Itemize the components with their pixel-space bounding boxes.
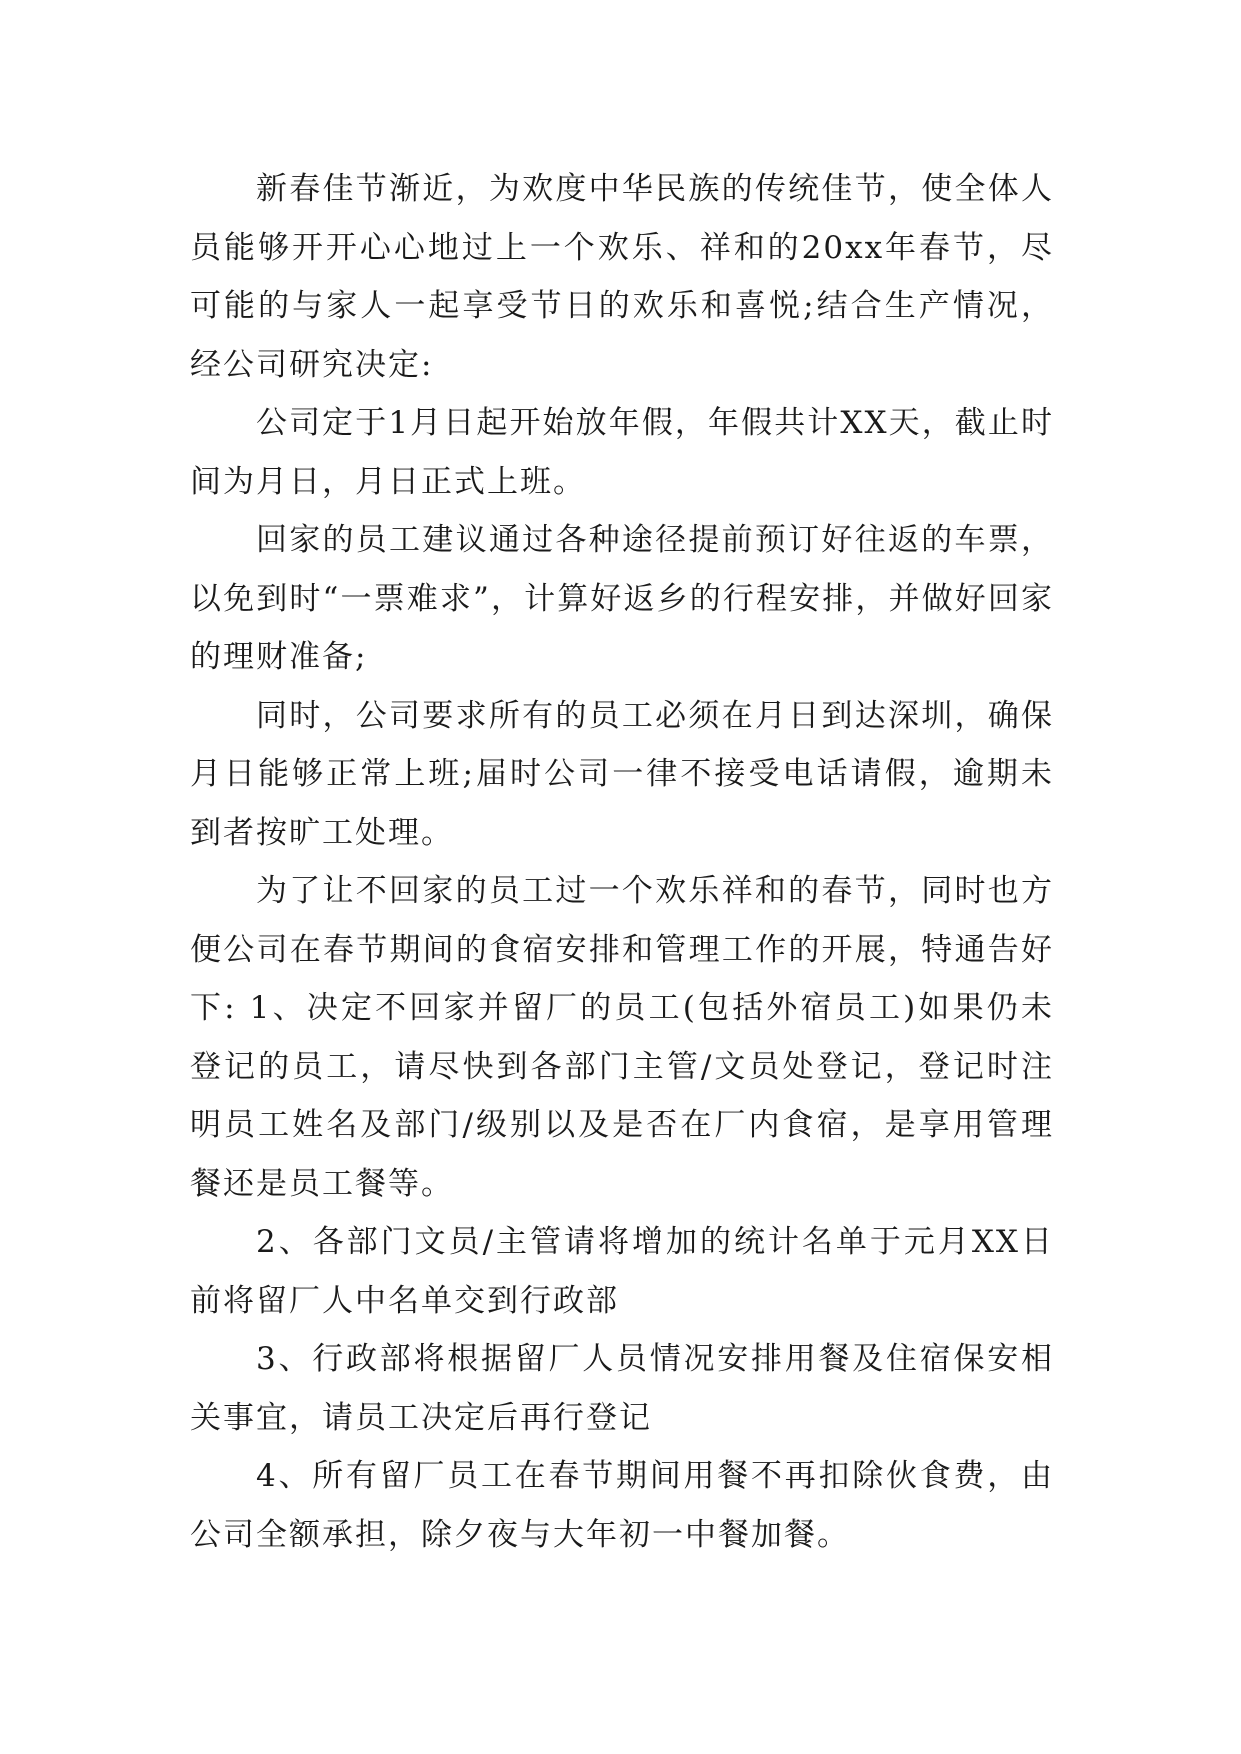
document-body: [190, 160, 1054, 1564]
paragraph-item-2: 2、各部门文员/主管请将增加的统计名单于元月XX日前将留厂人中名单交到行政部: [190, 1224, 1054, 1319]
paragraph-return-requirement: 同时，公司要求所有的员工必须在月日到达深圳，确保月日能够正常上班;届时公司一律不接受电话请假，逾期未到者按旷工处理。: [190, 697, 1054, 851]
paragraph-item-4: 4、所有留厂员工在春节期间用餐不再扣除伙食费，由公司全额承担，除夕夜与大年初一中餐加餐。: [190, 1458, 1054, 1553]
paragraph-travel-tickets: 回家的员工建议通过各种途径提前预订好往返的车票，以免到时“一票难求”，计算好返乡的行程安排，并做好回家的理财准备;: [190, 522, 1054, 675]
paragraph-item-3: 3、行政部将根据留厂人员情况安排用餐及住宿保安相关事宜，请员工决定后再行登记: [190, 1341, 1054, 1436]
paragraph-holiday-intro: 新春佳节渐近，为欢度中华民族的传统佳节，使全体人员能够开开心心地过上一个欢乐、祥和的20xx年春节，尽可能的与家人一起享受节日的欢乐和喜悦;结合生产情况，经公司研究决定:: [190, 171, 1054, 383]
paragraph-holiday-dates: 公司定于1月日起开始放年假，年假共计XX天，截止时间为月日，月日正式上班。: [190, 405, 1054, 500]
paragraph-staying-registration: 为了让不回家的员工过一个欢乐祥和的春节，同时也方便公司在春节期间的食宿安排和管理工作的开展，特通告好下: 1、决定不回家并留厂的员工(包括外宿员工)如果仍未登记的员工，请尽快到各部门主管/文员处登记，登记时注明员工姓名及部门/级别以及是否在厂内食宿，是享用管理餐还是员工餐等。: [190, 873, 1054, 1202]
